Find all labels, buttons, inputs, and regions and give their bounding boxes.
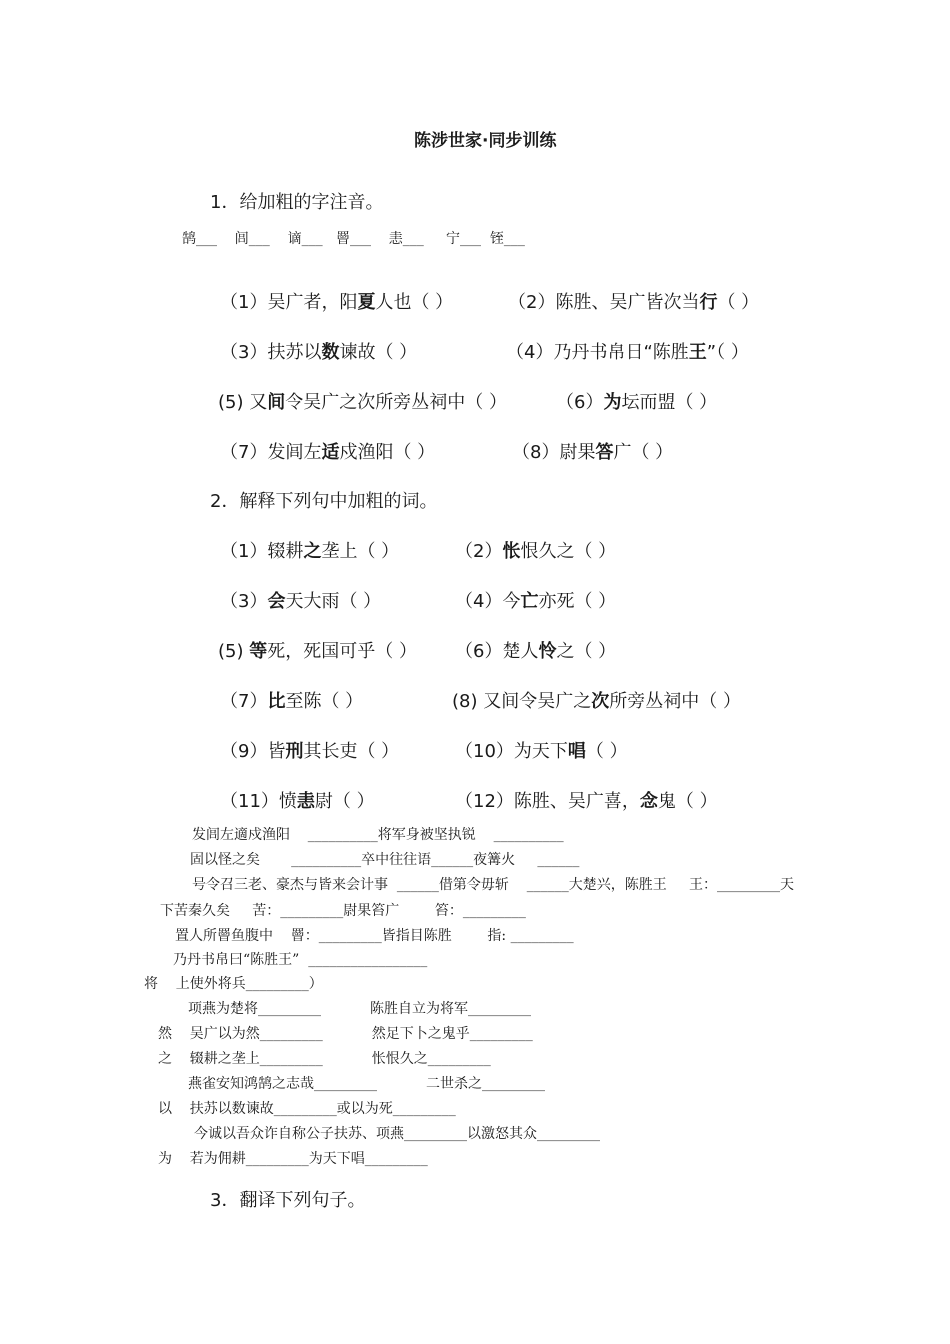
fill-line-7: 将 上使外将兵_________） (144, 976, 323, 992)
q2-item-10: （10）为天下唱（ ） (455, 741, 628, 762)
q1-item-1: （1）吴广者，阳夏人也（ ） (220, 292, 454, 313)
fill-line-6: 乃丹书帛曰“陈胜王” _________________ (173, 952, 428, 968)
q2-item-3: （3）会天大雨（ ） (220, 591, 382, 612)
question-1-heading: 1．给加粗的字注音。 (210, 192, 384, 213)
q2-item-8: (8) 又间令吴广之次所旁丛祠中（ ） (452, 691, 741, 712)
q1-item-8: （8）尉果答广（ ） (512, 442, 674, 463)
fill-line-14: 为 若为佣耕_________为天下唱_________ (158, 1151, 428, 1167)
pinyin-blanks-line: 鹄___ 闾___ 谪___ 罾___ 恚___ 宁___ 铚___ (182, 231, 525, 247)
fill-line-9: 然 吴广以为然_________ 然足下卜之鬼乎_________ (158, 1026, 533, 1042)
page-title: 陈涉世家·同步训练 (414, 131, 557, 151)
q2-item-4: （4）今亡亦死（ ） (455, 591, 617, 612)
q1-item-4: （4）乃丹书帛日“陈胜王”（ ） (506, 342, 749, 363)
q1-item-6: （6）为坛而盟（ ） (556, 392, 718, 413)
q2-item-2: （2）怅恨久之（ ） (455, 541, 617, 562)
fill-line-8: 项燕为楚将_________ 陈胜自立为将军_________ (188, 1001, 531, 1017)
q1-item-5: (5) 又间令吴广之次所旁丛祠中（ ） (218, 392, 507, 413)
fill-line-10: 之 辍耕之垄上_________ 怅恨久之_________ (158, 1051, 491, 1067)
q1-item-3: （3）扶苏以数谏故（ ） (220, 342, 418, 363)
fill-line-4: 下苦秦久矣 苦：_________尉果笞广 笞：_________ (160, 903, 526, 919)
question-3-heading: 3．翻译下列句子。 (210, 1190, 366, 1211)
fill-line-2: 固以怪之矣 __________卒中往往语______夜篝火 ______ (190, 852, 580, 868)
q2-item-9: （9）皆刑其长吏（ ） (220, 741, 400, 762)
q2-item-5: (5) 等死，死国可乎（ ） (218, 641, 417, 662)
fill-line-5: 置人所罾鱼腹中 罾：_________皆指目陈胜 指: _________ (175, 928, 574, 944)
q1-item-2: （2）陈胜、吴广皆次当行（ ） (508, 292, 760, 313)
fill-line-3: 号令召三老、豪杰与皆来会计事 ______借第令毋斩 ______大楚兴，陈胜王 王：_________天 (192, 877, 794, 893)
q2-item-11: （11）愤恚尉（ ） (220, 791, 375, 812)
fill-line-12: 以 扶苏以数谏故_________或以为死_________ (158, 1101, 456, 1117)
question-2-heading: 2．解释下列句中加粗的词。 (210, 491, 438, 512)
q2-item-7: （7）比至陈（ ） (220, 691, 364, 712)
fill-line-13: 今诚以吾众诈自称公子扶苏、项燕_________以激怒其众_________ (194, 1126, 600, 1142)
q2-item-12: （12）陈胜、吴广喜，念鬼（ ） (455, 791, 718, 812)
q2-item-6: （6）楚人怜之（ ） (455, 641, 617, 662)
q2-item-1: （1）辍耕之垄上（ ） (220, 541, 400, 562)
fill-line-1: 发闾左適戍渔阳 __________将军身被坚执锐 __________ (192, 827, 564, 843)
fill-line-11: 燕雀安知鸿鹄之志哉_________ 二世杀之_________ (188, 1076, 545, 1092)
q1-item-7: （7）发闾左适戍渔阳（ ） (220, 442, 436, 463)
